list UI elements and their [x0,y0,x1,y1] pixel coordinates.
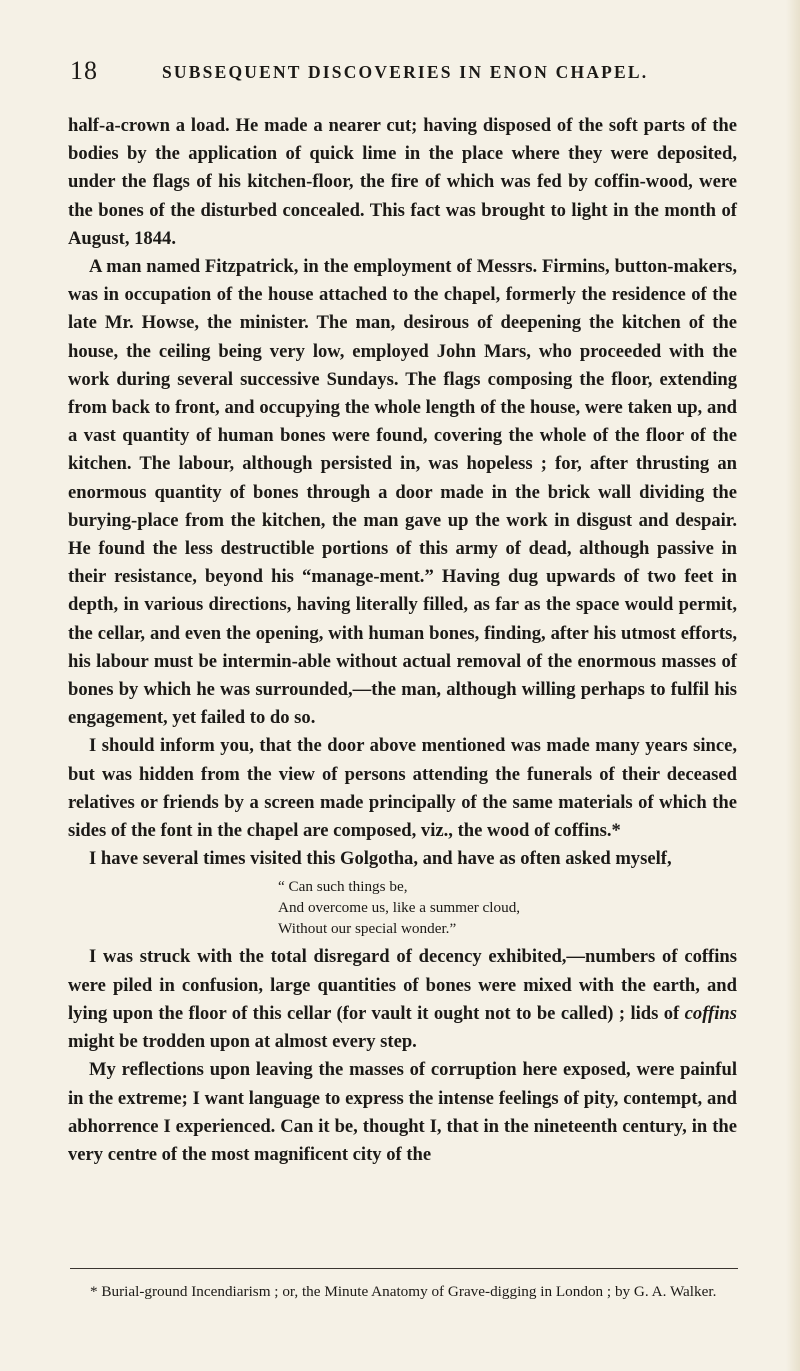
paragraph: half-a-crown a load. He made a nearer cut; having disposed of the soft parts of the bodies by the application of quick lime in the place where they were deposited, under the flags of his kitchen-floor, the fire of which was fed by coffin-wood, were the bones of the disturbed concealed. This fact was brought to light in the month of August, 1844. [68,115,737,249]
page-header [70,56,730,92]
footnote-rule [70,1268,738,1269]
paragraph: I have several times visited this Golgotha, and have as often asked myself, [89,848,672,870]
paragraph: A man named Fitzpatrick, in the employment of Messrs. Firmins, button-makers, was in occupation of the house attached to the chapel, formerly the residence of the late Mr. Howse, the minister. The man, desirous of deepening the kitchen of the house, the ceiling being very low, employed John Mars, who proceeded with the work during several successive Sundays. The flags composing the floor, extending from back to front, and occupying the whole length of the house, were taken up, and a vast quantity of human bones were found, covering the whole of the floor of the kitchen. The labour, although persisted in, was hopeless ; for, after thrusting an enormous quantity of bones through a door made in the brick wall dividing the burying-place from the kitchen, the man gave up the work in disgust and despair. He found the less destructible portions of this army of dead, although passive in their resistance, beyond his “manage-ment.” Having dug upwards of two feet in depth, in various directions, having literally filled, as far as the space would permit, the cellar, and even the opening, with human bones, finding, after his utmost efforts, his labour must be intermin-able without actual removal of the enormous masses of bones by which he was surrounded,—the man, although willing perhaps to fulfil his engagement, yet failed to do so. [68,256,737,729]
footnote-text: * Burial-ground Incendiarism ; or, the Minute Anatomy of Grave-digging in London ; by G. A. Walker. [90,1283,717,1300]
italic-word: coffins [684,1002,737,1024]
body-text [68,112,737,1169]
quote-line: And overcome us, like a summer cloud, [278,899,521,917]
verse-quote [68,876,737,939]
paragraph-text: I was struck with the total disregard of decency exhibited,—numbers of coffins were piled in confusion, large quantities of bones were mixed with the earth, and lying upon the floor of this cellar (for vault it ought not to be called) ; lids of [68,946,737,1024]
paragraph: My reflections upon leaving the masses of corruption here exposed, were painful in the extreme; I want language to express the intense feelings of pity, contempt, and abhorrence I experienced. Can it be, thought I, that in the nineteenth century, in the very centre of the most magnificent city of the [68,1059,737,1165]
paragraph [68,943,737,1056]
paragraph: I should inform you, that the door above mentioned was made many years since, but was hidden from the view of persons attending the funerals of their deceased relatives or friends by a screen made principally of the same materials of which the sides of the font in the chapel are composed, viz., the wood of coffins.* [68,735,737,842]
paragraph-text: might be trodden upon at almost every step. [68,1031,417,1053]
quote-line: Without our special wonder.” [278,920,457,938]
page-number: 18 [70,56,98,85]
page-edge [786,0,800,1371]
quote-line: “ Can such things be, [278,878,408,896]
running-head: SUBSEQUENT DISCOVERIES IN ENON CHAPEL. [162,62,649,82]
footnote [70,1282,738,1302]
